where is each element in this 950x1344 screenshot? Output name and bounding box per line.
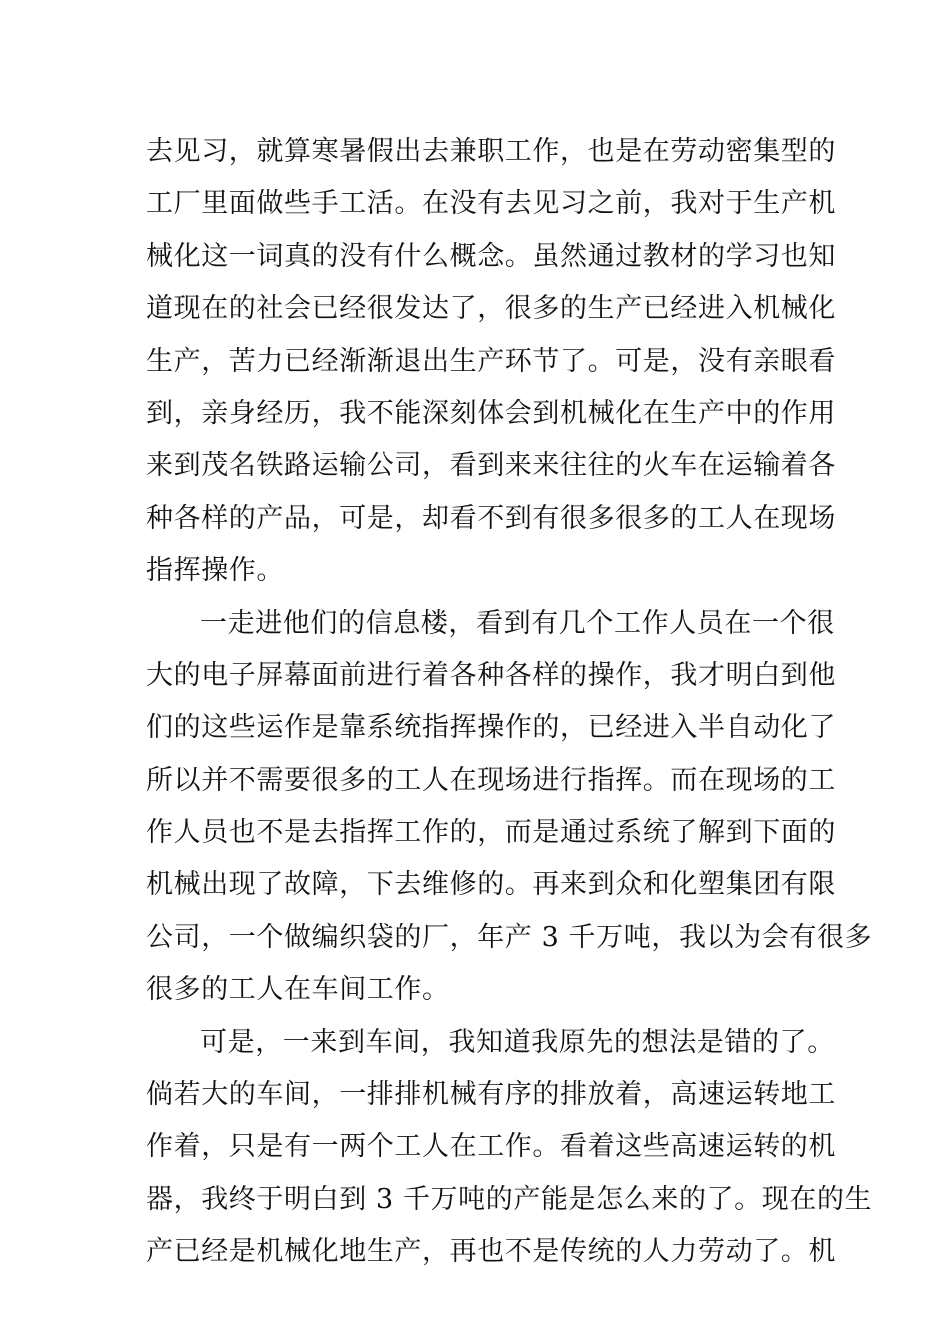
body-text bbox=[146, 126, 873, 1279]
text-line: 生产，苦力已经渐渐退出生产环节了。可是，没有亲眼看 bbox=[146, 345, 836, 377]
text-line: 公司，一个做编织袋的厂，年产 3 千万吨，我以为会有很多 bbox=[146, 921, 873, 953]
text-line: 来到茂名铁路运输公司，看到来来往往的火车在运输着各 bbox=[146, 450, 836, 482]
text-line: 到，亲身经历，我不能深刻体会到机械化在生产中的作用 bbox=[146, 397, 836, 429]
text-line: 器，我终于明白到 3 千万吨的产能是怎么来的了。现在的生 bbox=[146, 1183, 873, 1215]
text-line: 倘若大的车间，一排排机械有序的排放着，高速运转地工 bbox=[146, 1079, 836, 1111]
text-line: 所以并不需要很多的工人在现场进行指挥。而在现场的工 bbox=[146, 764, 836, 796]
text-line: 可是，一来到车间，我知道我原先的想法是错的了。 bbox=[200, 1026, 835, 1058]
text-line: 大的电子屏幕面前进行着各种各样的操作，我才明白到他 bbox=[146, 659, 836, 691]
text-line: 作人员也不是去指挥工作的，而是通过系统了解到下面的 bbox=[146, 817, 836, 849]
text-line: 工厂里面做些手工活。在没有去见习之前，我对于生产机 bbox=[146, 188, 836, 220]
text-line: 们的这些运作是靠系统指挥操作的，已经进入半自动化了 bbox=[146, 712, 836, 744]
text-line: 机械出现了故障，下去维修的。再来到众和化塑集团有限 bbox=[146, 869, 836, 901]
text-line: 械化这一词真的没有什么概念。虽然通过教材的学习也知 bbox=[146, 240, 836, 272]
text-line: 产已经是机械化地生产，再也不是传统的人力劳动了。机 bbox=[146, 1236, 836, 1268]
text-line: 一走进他们的信息楼，看到有几个工作人员在一个很 bbox=[200, 607, 835, 639]
text-line: 去见习，就算寒暑假出去兼职工作，也是在劳动密集型的 bbox=[146, 136, 836, 167]
text-line: 种各样的产品，可是，却看不到有很多很多的工人在现场 bbox=[146, 502, 836, 534]
text-line: 道现在的社会已经很发达了，很多的生产已经进入机械化 bbox=[146, 293, 836, 325]
text-line: 很多的工人在车间工作。 bbox=[146, 974, 450, 1006]
text-line: 指挥操作。 bbox=[146, 555, 284, 587]
text-line: 作着，只是有一两个工人在工作。看着这些高速运转的机 bbox=[146, 1131, 836, 1163]
